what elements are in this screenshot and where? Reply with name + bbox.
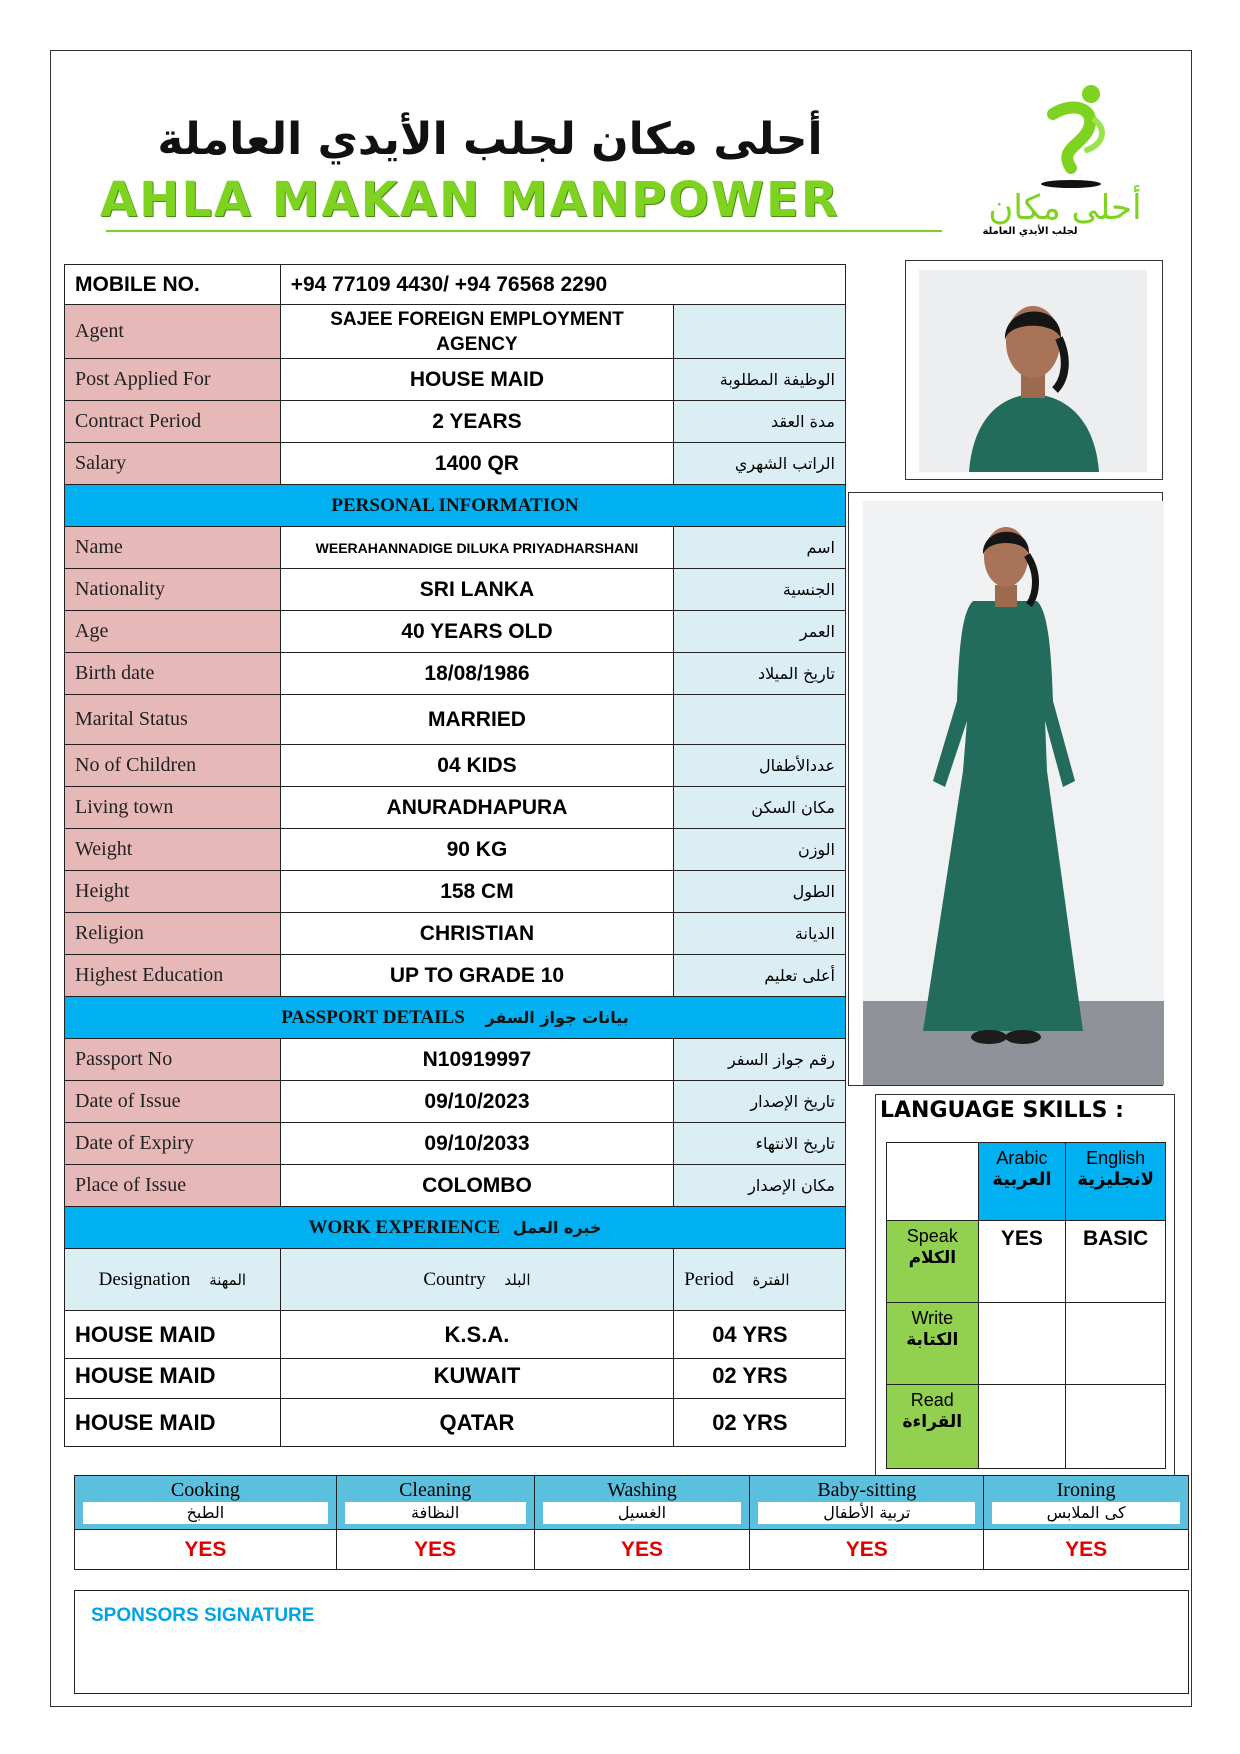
row-value: 09/10/2033 [280,1123,673,1165]
skill-label-ar: کی الملابس [992,1502,1180,1524]
section-heading-personal: PERSONAL INFORMATION [65,485,846,527]
mobile-label: MOBILE NO. [65,265,281,305]
skill-label-en: Cleaning [399,1479,472,1501]
skill-label-ar: الطبخ [83,1502,328,1524]
skill-label-ar: النظافة [345,1502,526,1524]
full-body-photo [848,492,1163,1086]
table-row [65,443,846,485]
section-heading-passport [65,997,846,1039]
table-row [65,871,846,913]
table-row [65,913,846,955]
row-label: Contract Period [65,401,281,443]
row-label-arabic: الوظيفة المطلوبة [674,359,846,401]
skill-value: YES [984,1530,1189,1570]
skill-value: YES [336,1530,534,1570]
sponsor-signature-box[interactable] [74,1590,1189,1694]
row-label: Height [65,871,281,913]
work-period: 02 YRS [674,1359,846,1399]
row-label-arabic: الطول [674,871,846,913]
write-arabic-value [978,1303,1066,1385]
logo-subtext-arabic: لجلب الأيدي العاملة [982,226,1078,237]
row-label-arabic: تاريخ الإصدار [674,1081,846,1123]
row-value: SAJEE FOREIGN EMPLOYMENT AGENCY [280,305,673,359]
row-label: Date of Expiry [65,1123,281,1165]
row-label: Highest Education [65,955,281,997]
skill-label-en: Baby-sitting [817,1479,917,1501]
passport-heading-ar: بيانات جواز السفر [485,1007,629,1027]
row-value: SRI LANKA [280,569,673,611]
read-english-value [1066,1385,1166,1469]
table-row [65,1123,846,1165]
skill-value: YES [75,1530,337,1570]
row-label-arabic [674,695,846,745]
row-value: 90 KG [280,829,673,871]
row-value: MARRIED [280,695,673,745]
row-label-arabic: الوزن [674,829,846,871]
row-value: 2 YEARS [280,401,673,443]
speak-label [887,1221,979,1303]
read-label-en: Read [910,1390,954,1410]
table-row [65,1081,846,1123]
headshot-photo [905,260,1163,480]
english-label-en: English [1086,1148,1146,1168]
row-label-arabic: الراتب الشهري [674,443,846,485]
row-label-arabic: الجنسية [674,569,846,611]
write-english-value [1066,1303,1166,1385]
mobile-value: +94 77109 4430/ +94 76568 2290 [280,265,845,305]
company-title-arabic: أحلى مكان لجلب الأيدي العاملة [157,114,823,165]
logo-text-arabic: أحلى مكان [988,188,1142,228]
row-label: Place of Issue [65,1165,281,1207]
language-col-english [1066,1143,1166,1221]
row-value: 158 CM [280,871,673,913]
row-label-arabic [674,305,846,359]
work-country: KUWAIT [280,1359,673,1399]
row-label: Date of Issue [65,1081,281,1123]
work-period: 04 YRS [674,1311,846,1359]
row-value: WEERAHANNADIGE DILUKA PRIYADHARSHANI [280,527,673,569]
row-label-arabic: عددالأطفال [674,745,846,787]
row-label-arabic: مكان الإصدار [674,1165,846,1207]
skill-label-en: Ironing [1056,1479,1116,1501]
row-label: Birth date [65,653,281,695]
table-row [65,1165,846,1207]
work-country: QATAR [280,1399,673,1447]
col-period [674,1249,846,1311]
skill-ironing [984,1476,1189,1530]
work-heading-en: WORK EXPERIENCE [308,1216,501,1238]
row-label: Salary [65,443,281,485]
row-label-arabic: أعلى تعليم [674,955,846,997]
row-value: CHRISTIAN [280,913,673,955]
table-row [65,611,846,653]
section-heading-work [65,1207,846,1249]
col-country-en: Country [423,1268,486,1290]
table-row [65,305,846,359]
table-row [65,745,846,787]
speak-english-value: BASIC [1066,1221,1166,1303]
language-col-arabic [978,1143,1066,1221]
row-label: Post Applied For [65,359,281,401]
row-value: UP TO GRADE 10 [280,955,673,997]
speak-label-ar: الكلام [908,1248,957,1268]
write-label-ar: الكتابة [906,1330,959,1350]
table-row [65,527,846,569]
work-header-row [65,1249,846,1311]
col-designation-ar: المهنة [209,1270,247,1289]
table-row [65,955,846,997]
row-label-arabic: اسم [674,527,846,569]
work-country: K.S.A. [280,1311,673,1359]
row-value: 09/10/2023 [280,1081,673,1123]
read-label [887,1385,979,1469]
row-label-arabic: تاريخ الانتهاء [674,1123,846,1165]
skill-label-ar: تربية الأطفال [758,1502,975,1524]
row-label-arabic: تاريخ الميلاد [674,653,846,695]
row-label: Nationality [65,569,281,611]
table-row [65,1359,846,1399]
language-skills-title: LANGUAGE SKILLS : [880,1098,1124,1123]
row-label: Weight [65,829,281,871]
skill-value: YES [534,1530,750,1570]
language-skills-table [886,1142,1166,1469]
speak-label-en: Speak [906,1226,958,1246]
arabic-label-en: Arabic [996,1148,1048,1168]
table-row [65,401,846,443]
sponsor-signature-label: SPONSORS SIGNATURE [91,1605,315,1626]
skill-value: YES [750,1530,984,1570]
passport-heading-en: PASSPORT DETAILS [281,1006,465,1028]
table-row [65,787,846,829]
row-value: 18/08/1986 [280,653,673,695]
row-label: Agent [65,305,281,359]
col-designation-en: Designation [98,1268,191,1290]
row-label: Name [65,527,281,569]
table-row [65,1399,846,1447]
col-country-ar: البلد [504,1270,531,1289]
work-designation: HOUSE MAID [65,1399,281,1447]
skill-washing [534,1476,750,1530]
row-value: COLOMBO [280,1165,673,1207]
work-designation: HOUSE MAID [65,1311,281,1359]
work-period: 02 YRS [674,1399,846,1447]
row-label: Passport No [65,1039,281,1081]
company-title-english: AHLA MAKAN MANPOWER [100,172,840,228]
header-divider [106,230,942,232]
table-row [65,1311,846,1359]
table-row [65,829,846,871]
row-value: HOUSE MAID [280,359,673,401]
table-row [65,359,846,401]
row-value: ANURADHAPURA [280,787,673,829]
language-corner-cell [887,1143,979,1221]
row-label-arabic: العمر [674,611,846,653]
row-value: 40 YEARS OLD [280,611,673,653]
write-label [887,1303,979,1385]
row-label: Religion [65,913,281,955]
row-label: Age [65,611,281,653]
row-value: N10919997 [280,1039,673,1081]
skill-baby-sitting [750,1476,984,1530]
read-label-ar: القراءة [902,1412,963,1432]
row-label-arabic: الديانة [674,913,846,955]
table-row [65,569,846,611]
skill-label-en: Washing [607,1479,677,1501]
speak-arabic-value: YES [978,1221,1066,1303]
skill-cooking [75,1476,337,1530]
work-designation: HOUSE MAID [65,1359,281,1399]
work-heading-ar: خبره العمل [512,1217,602,1237]
skill-label-en: Cooking [170,1479,240,1501]
col-designation [65,1249,281,1311]
row-label: No of Children [65,745,281,787]
arabic-label-ar: العربية [992,1169,1052,1190]
col-period-ar: الفترة [752,1270,790,1289]
row-label: Marital Status [65,695,281,745]
row-label-arabic: رقم جواز السفر [674,1039,846,1081]
applicant-table [64,264,846,1447]
row-label-arabic: مكان السكن [674,787,846,829]
table-row [65,653,846,695]
col-country [280,1249,673,1311]
table-row [65,1039,846,1081]
skill-label-ar: الغسيل [543,1502,742,1524]
english-label-ar: لانجليزية [1077,1169,1154,1190]
skills-table [74,1475,1189,1570]
row-label-arabic: مدة العقد [674,401,846,443]
skill-cleaning [336,1476,534,1530]
row-label: Living town [65,787,281,829]
row-value: 04 KIDS [280,745,673,787]
table-row [65,695,846,745]
col-period-en: Period [684,1268,734,1290]
read-arabic-value [978,1385,1066,1469]
row-value: 1400 QR [280,443,673,485]
write-label-en: Write [911,1308,954,1328]
